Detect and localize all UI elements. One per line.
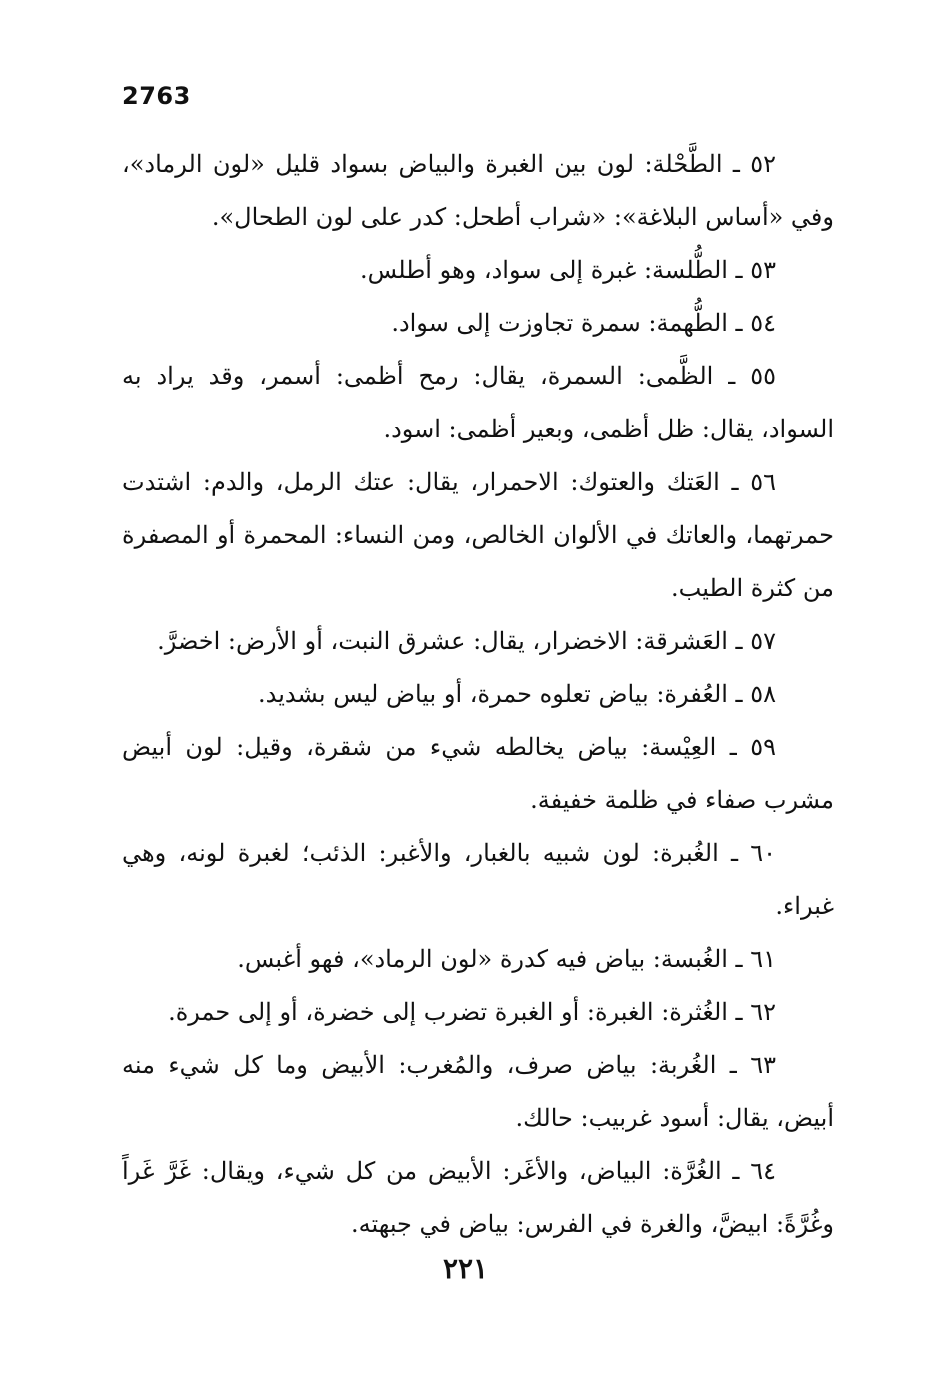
- entry-55: ٥٥ ـ الظَّمى: السمرة، يقال: رمح أظمى: أسمر، وقد يراد به السواد، يقال: ظل أظمى، وبعير أظمى: اسود.: [122, 362, 834, 443]
- entry-56: ٥٦ ـ العَتك والعتوك: الاحمرار، يقال: عتك الرمل، والدم: اشتدت حمرتهما، والعاتك في الألوان الخالص، ومن النساء: المحمرة أو المصفرة من كثرة الطيب.: [122, 468, 834, 602]
- entry-64: ٦٤ ـ الغُرَّة: البياض، والأغَر: الأبيض من كل شيء، ويقال: غَرَّ غَراً وغُرَّةً: ابيضَّ، والغرة في الفرس: بياض في جبهته.: [122, 1157, 834, 1238]
- page-number: ٢٢١: [442, 1252, 489, 1285]
- entry-61: ٦١ ـ الغُبسة: بياض فيه كدرة «لون الرماد»، فهو أغبس.: [237, 945, 776, 973]
- entry-63: ٦٣ ـ الغُربة: بياض صرف، والمُغرب: الأبيض وما كل شيء منه أبيض، يقال: أسود غربيب: حالك.: [122, 1051, 834, 1132]
- entry-58: ٥٨ ـ العُفرة: بياض تعلوه حمرة، أو بياض ليس بشديد.: [257, 680, 776, 708]
- entry-52: ٥٢ ـ الطَّحْلة: لون بين الغبرة والبياض بسواد قليل «لون الرماد»، وفي «أساس البلاغة»: «شراب أطحل: كدر على لون الطحال».: [122, 150, 834, 231]
- entry-59: ٥٩ ـ العِيْسة: بياض يخالطه شيء من شقرة، وقيل: لون أبيض مشرب صفاء في ظلمة خفيفة.: [122, 733, 834, 814]
- text-body: [122, 138, 834, 1251]
- entry-53: ٥٣ ـ الطُّلسة: غبرة إلى سواد، وهو أطلس.: [360, 256, 776, 284]
- entry-54: ٥٤ ـ الطُّهمة: سمرة تجاوزت إلى سواد.: [391, 309, 776, 337]
- entry-62: ٦٢ ـ الغُثرة: الغبرة: أو الغبرة تضرب إلى خضرة، أو إلى حمرة.: [168, 998, 776, 1026]
- entry-57: ٥٧ ـ العَشرقة: الاخضرار، يقال: عشرق النبت، أو الأرض: اخضرَّ.: [157, 627, 776, 655]
- page-id: 2763: [122, 82, 191, 110]
- entry-60: ٦٠ ـ الغُبرة: لون شبيه بالغبار، والأغبر: الذئب؛ لغبرة لونه، وهي غبراء.: [122, 839, 834, 920]
